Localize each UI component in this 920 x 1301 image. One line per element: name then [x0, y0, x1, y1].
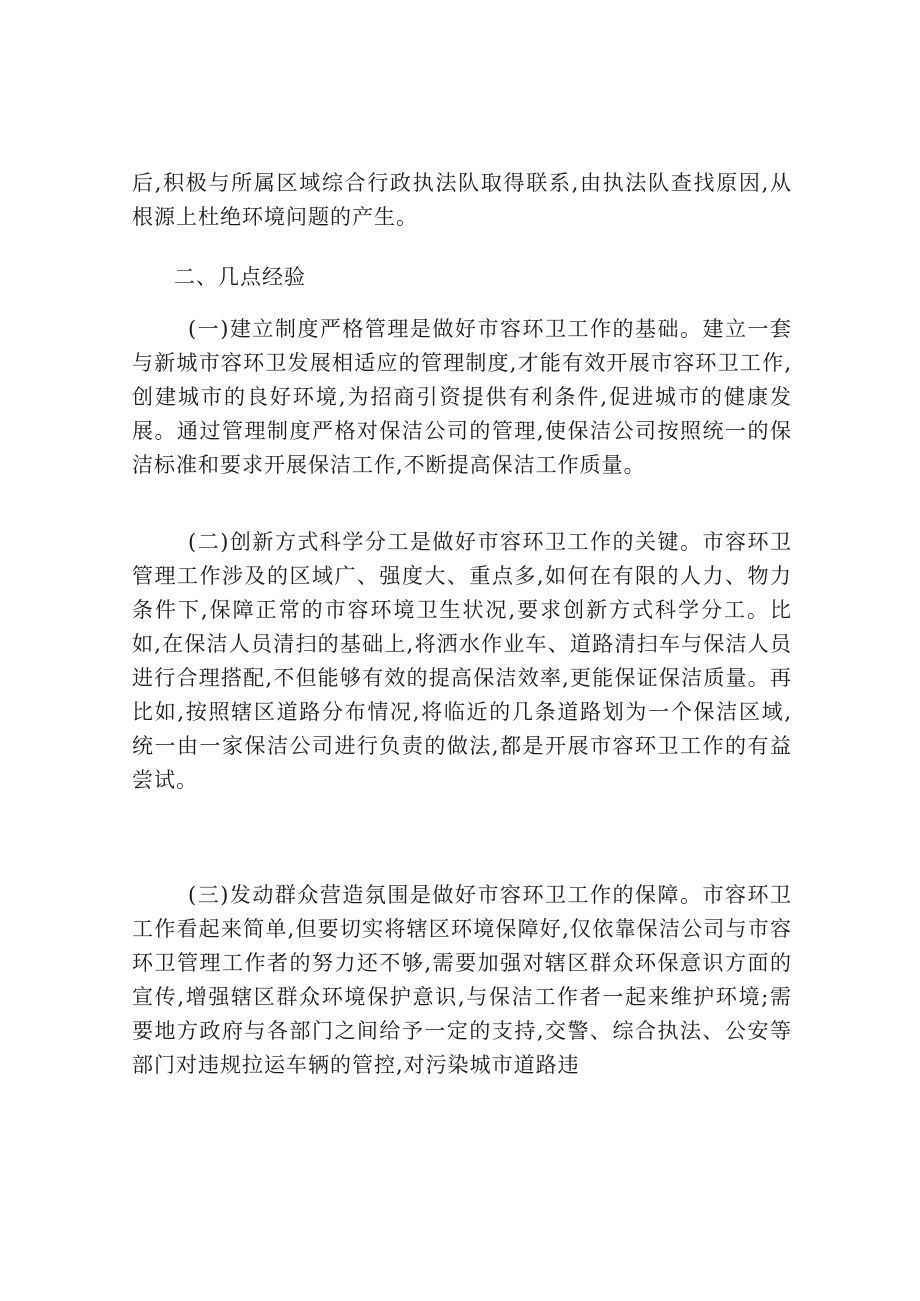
section-heading: 二、几点经验 [174, 265, 306, 289]
paragraph-2: (二)创新方式科学分工是做好市容环卫工作的关键。市容环卫管理工作涉及的区域广、强度大、重点多,如何在有限的人力、物力条件下,保障正常的市容环境卫生状况,要求创新方式科学分工。比如,在保洁人员清扫的基础上,将洒水作业车、道路清扫车与保洁人员进行合理搭配,不但能够有效的提高保洁效率,更能保证保洁质量。再比如,按照辖区道路分布情况,将临近的几条道路划为一个保洁区域,统一由一家保洁公司进行负责的做法,都是开展市容环卫工作的有益尝试。 [132, 530, 792, 792]
paragraph-1: (一)建立制度严格管理是做好市容环卫工作的基础。建立一套与新城市容环卫发展相适应的管理制度,才能有效开展市容环卫工作,创建城市的良好环境,为招商引资提供有利条件,促进城市的健康发展。通过管理制度严格对保洁公司的管理,使保洁公司按照统一的保洁标准和要求开展保洁工作,不断提高保洁工作质量。 [132, 317, 792, 477]
paragraph-3: (三)发动群众营造氛围是做好市容环卫工作的保障。市容环卫工作看起来简单,但要切实将辖区环境保障好,仅依靠保洁公司与市容环卫管理工作者的努力还不够,需要加强对辖区群众环保意识方面的宣传,增强辖区群众环境保护意识,与保洁工作者一起来维护环境;需要地方政府与各部门之间给予一定的支持,交警、综合执法、公安等部门对违规拉运车辆的管控,对污染城市道路违 [132, 883, 792, 1077]
continuation-paragraph: 后,积极与所属区域综合行政执法队取得联系,由执法队查找原因,从根源上杜绝环境问题的产生。 [132, 171, 792, 229]
